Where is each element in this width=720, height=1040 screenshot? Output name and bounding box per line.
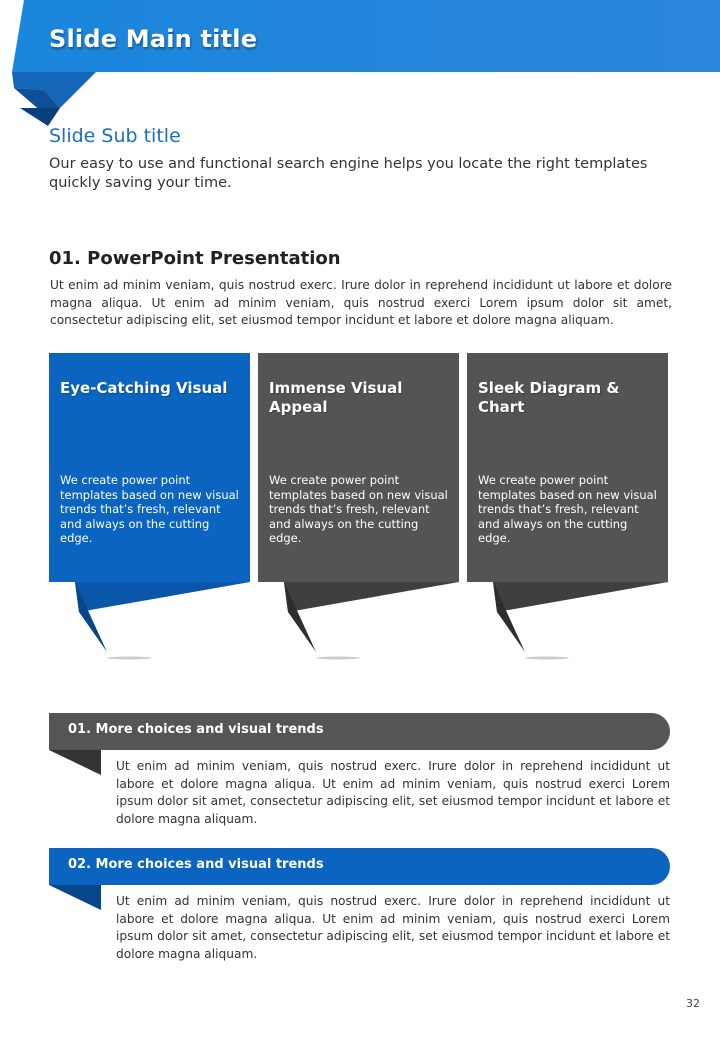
bar-title: 02. More choices and visual trends <box>68 857 324 872</box>
subtitle-description: Our easy to use and functional search engine helps you locate the right templates quickly saving your time. <box>49 156 648 191</box>
card-title: Eye-Catching Visual <box>60 379 228 397</box>
card-text: We create power point templates based on new visual trends that’s fresh, relevant and always on the cutting edge. <box>478 473 657 546</box>
section-bar-1 <box>49 713 670 750</box>
bar-body-1: Ut enim ad minim veniam, quis nostrud exerc. Irure dolor in reprehend incididunt ut labore et dolore magna aliqua. Ut enim ad minim veniam, quis nostrud exerci Lorem ipsum dolor sit amet, consectetur adipiscing elit, set eiusmod tempor incidunt et labore et dolore magna aliquam. <box>116 759 670 827</box>
section-title: 01. PowerPoint Presentation <box>49 248 341 269</box>
bar-title: 01. More choices and visual trends <box>68 722 324 737</box>
card-title: Immense Visual Appeal <box>269 379 403 416</box>
card-ribbon-tail <box>258 582 459 662</box>
page-number: 32 <box>686 997 700 1010</box>
card-text: We create power point templates based on new visual trends that’s fresh, relevant and always on the cutting edge. <box>269 473 448 546</box>
header-banner <box>0 0 720 130</box>
card-ribbon-tail <box>467 582 668 662</box>
section-body: Ut enim ad minim veniam, quis nostrud exerc. Irure dolor in reprehend incididunt ut labore et dolore magna aliqua. Ut enim ad minim veniam, quis nostrud exerci Lorem ipsum dolor sit amet, consectetur adipiscing elit, set eiusmod tempor incidunt et labore et dolore magna aliquam. <box>50 278 672 327</box>
bar-ribbon-tail <box>49 750 104 778</box>
card-sleek-diagram <box>467 353 668 582</box>
card-immense-visual <box>258 353 459 582</box>
page-title: Slide Main title <box>49 25 258 53</box>
subtitle: Slide Sub title <box>49 125 181 147</box>
bar-body-2: Ut enim ad minim veniam, quis nostrud exerc. Irure dolor in reprehend incididunt ut labore et dolore magna aliqua. Ut enim ad minim veniam, quis nostrud exerci Lorem ipsum dolor sit amet, consectetur adipiscing elit, set eiusmod tempor incidunt et labore et dolore magna aliquam. <box>116 894 670 962</box>
card-text: We create power point templates based on new visual trends that’s fresh, relevant and always on the cutting edge. <box>60 473 239 546</box>
card-title: Sleek Diagram & Chart <box>478 379 620 416</box>
bar-ribbon-tail <box>49 885 104 913</box>
section-bar-2 <box>49 848 670 885</box>
card-eye-catching <box>49 353 250 582</box>
card-ribbon-tail <box>49 582 250 662</box>
